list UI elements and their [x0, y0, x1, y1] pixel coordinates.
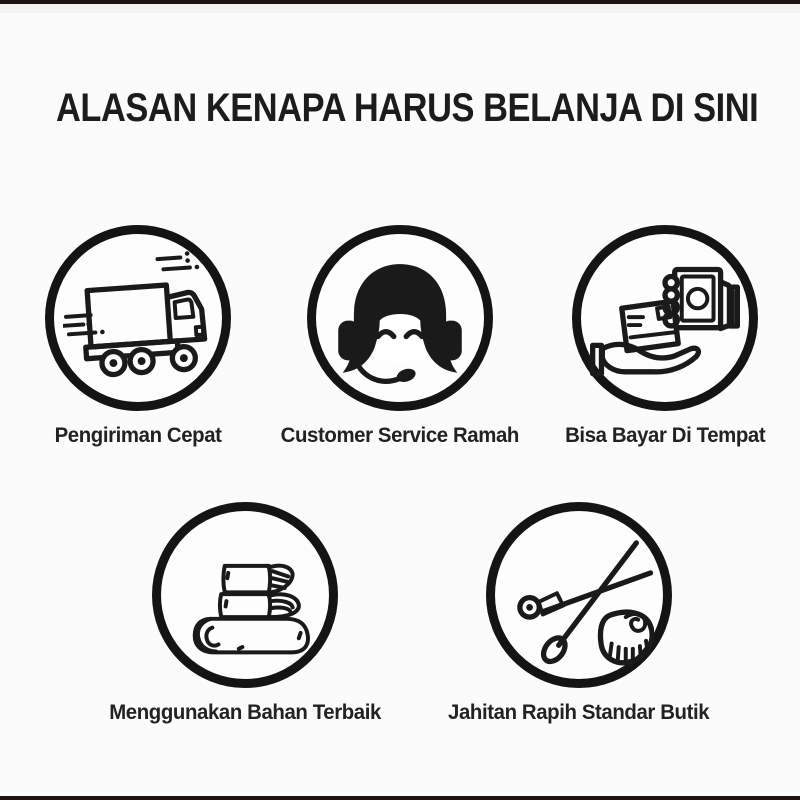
scissors-measuring-tape-icon — [504, 520, 654, 670]
icon-circle — [307, 225, 493, 411]
feature-customer-service — [270, 225, 530, 448]
bottom-accent-bar — [0, 796, 800, 800]
feature-label: Pengiriman Cepat — [54, 424, 222, 447]
feature-neat-stitching — [449, 502, 709, 725]
feature-cod-payment — [535, 225, 795, 448]
fast-delivery-truck-icon — [63, 243, 213, 393]
page-title: ALASAN KENAPA HARUS BELANJA DI SINI — [56, 85, 759, 130]
top-light-strip — [0, 4, 800, 13]
folded-fabric-icon — [170, 520, 320, 670]
customer-service-agent-icon — [325, 243, 475, 393]
feature-label: Menggunakan Bahan Terbaik — [109, 701, 381, 724]
feature-label: Bisa Bayar Di Tempat — [564, 424, 766, 447]
feature-fast-delivery — [8, 225, 268, 448]
feature-best-material — [109, 502, 381, 725]
feature-label: Customer Service Ramah — [280, 424, 520, 447]
icon-circle — [486, 502, 672, 688]
feature-label: Jahitan Rapih Standar Butik — [448, 701, 710, 724]
icon-circle — [572, 225, 758, 411]
icon-circle — [152, 502, 338, 688]
icon-circle — [45, 225, 231, 411]
cash-on-delivery-icon — [590, 243, 740, 393]
